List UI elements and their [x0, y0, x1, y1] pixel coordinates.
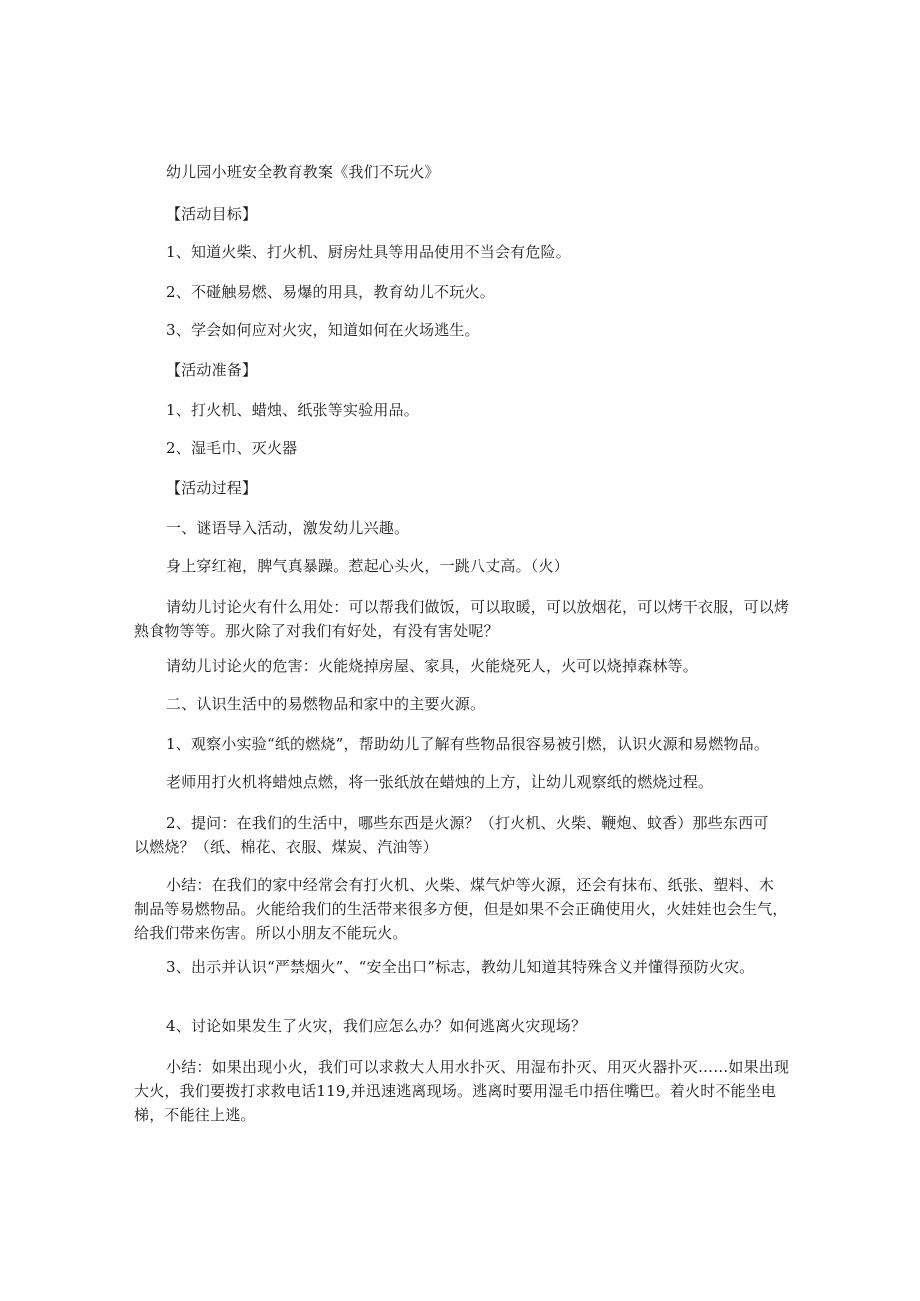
- riddle-paragraph: 身上穿红袍，脾气真暴躁。惹起心头火，一跳八丈高。（火）: [166, 557, 569, 575]
- hazard-paragraph: 请幼儿讨论火的危害：火能烧掉房屋、家具，火能烧死人，火可以烧掉森林等。: [166, 657, 699, 675]
- fire-discussion-paragraph: 4、讨论如果发生了火灾，我们应怎么办？如何逃离火灾现场？: [166, 1017, 587, 1035]
- summary-paragraph: 小结：在我们的家中经常会有打火机、火柴、煤气炉等火源，还会有抹布、纸张、塑料、木制品等易燃物品。火能给我们的生活带来很多方便，但是如果不会正确使用火，火娃娃也会生气，给我们带来伤害。所以小朋友不能玩火。: [134, 876, 788, 942]
- question-paragraph: 2、提问：在我们的生活中，哪些东西是火源？（打火机、火柴、鞭炮、蚊香）那些东西可以燃烧？（纸、棉花、衣服、煤炭、汽油等）: [134, 814, 769, 856]
- document-title: 幼儿园小班安全教育教案《我们不玩火》: [166, 163, 440, 181]
- preparation-item: 2、湿毛巾、灭火器: [166, 439, 298, 457]
- goal-item: 1、知道火柴、打火机、厨房灶具等用品使用不当会有危险。: [166, 243, 571, 261]
- escape-summary-paragraph: 小结：如果出现小火，我们可以求救大人用水扑灭、用湿布扑灭、用灭火器扑灭……如果出现大火，我们要拨打求救电话119,并迅速逃离现场。逃离时要用湿毛巾捂住嘴巴。着火时不能坐电梯，不能往上逃。: [134, 1058, 790, 1124]
- goals-heading: 【活动目标】: [166, 205, 258, 223]
- signs-paragraph: 3、出示并认识“严禁烟火”、“安全出口”标志，教幼儿知道其特殊含义并懂得预防火灾。: [166, 958, 755, 976]
- preparation-heading: 【活动准备】: [166, 361, 258, 379]
- process-heading: 【活动过程】: [166, 479, 258, 497]
- process-paragraph: 二、认识生活中的易燃物品和家中的主要火源。: [166, 695, 486, 713]
- experiment-paragraph: 1、观察小实验“纸的燃烧”，帮助幼儿了解有些物品很容易被引燃，认识火源和易燃物品。: [166, 735, 770, 753]
- goal-item: 2、不碰触易燃、易爆的用具，教育幼儿不玩火。: [166, 283, 495, 301]
- preparation-item: 1、打火机、蜡烛、纸张等实验用品。: [166, 401, 419, 419]
- discussion-paragraph: 请幼儿讨论火有什么用处：可以帮我们做饭，可以取暖，可以放烟花，可以烤干衣服，可以烤熟食物等等。那火除了对我们有好处，有没有害处呢？: [134, 598, 790, 640]
- experiment-paragraph: 老师用打火机将蜡烛点燃，将一张纸放在蜡烛的上方，让幼儿观察纸的燃烧过程。: [166, 773, 714, 791]
- goal-item: 3、学会如何应对火灾，知道如何在火场逃生。: [166, 321, 480, 339]
- process-paragraph: 一、谜语导入活动，激发幼儿兴趣。: [166, 519, 410, 537]
